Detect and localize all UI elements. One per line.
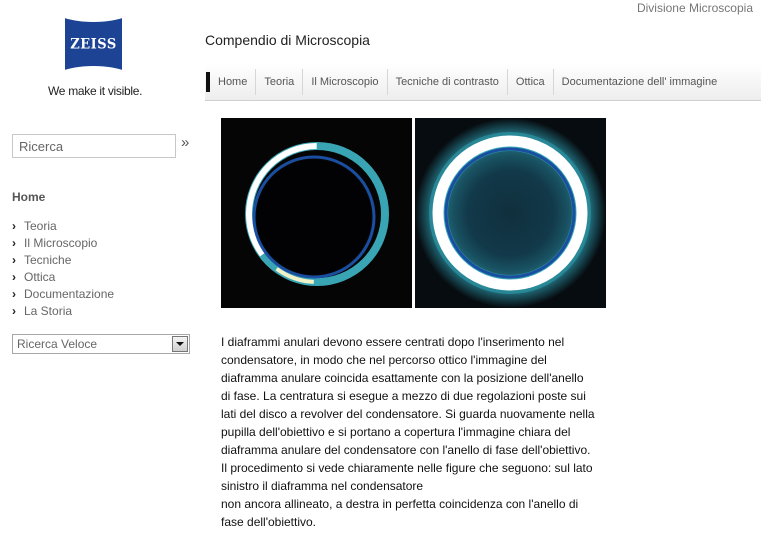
sidebar-item-label: Tecniche [24,253,72,267]
caption-line: pupilla dell'obiettivo e si portano a copertura l'immagine chiara del [221,425,571,439]
caption-line: fase dell'obiettivo. [221,515,317,529]
quick-search-select[interactable] [12,334,190,354]
zeiss-logo[interactable] [48,16,148,98]
chevron-right-icon: › [12,219,16,233]
caption-line: sinistro il diaframma nel condensatore [221,479,424,493]
logo-wordmark: ZEISS [70,35,117,53]
chevron-right-icon: › [12,287,16,301]
dropdown-arrow-icon[interactable] [172,336,188,352]
search-input[interactable] [12,134,176,158]
nav-item-home[interactable]: Home [210,69,256,95]
chevron-right-icon: › [12,253,16,267]
chevron-right-icon: › [12,304,16,318]
nav-item-tecniche[interactable]: Tecniche di contrasto [388,69,508,95]
chevron-right-icon: › [12,236,16,250]
nav-item-documentazione[interactable]: Documentazione dell' immagine [561,76,718,88]
sidebar-home-link[interactable]: Home [12,190,46,204]
sidebar-item-label: Ottica [24,270,56,284]
phase-ring-figures [221,118,606,308]
phase-ring-misaligned-image [221,118,412,308]
sidebar-item-label: La Storia [24,304,73,318]
caption-line: di fase. La centratura si esegue a mezzo di due regolazioni poste sui [221,389,586,403]
caption-line: condensatore, in modo che nel percorso ottico l'immagine del [221,353,547,367]
top-nav [205,64,761,101]
phase-ring-aligned-image [415,118,606,308]
sidebar-item-teoria[interactable] [12,218,114,235]
sidebar-item-label: Teoria [24,219,57,233]
sidebar-item-label: Il Microscopio [24,236,98,250]
caption-line: I diaframmi anulari devono essere centrati dopo l'inserimento nel [221,335,565,349]
zeiss-logo-mark [65,16,122,72]
chevron-right-icon: › [12,270,16,284]
sidebar-item-microscopio[interactable] [12,235,114,252]
tagline: We make it visible. [48,84,143,98]
search-box [12,134,190,158]
caption-text [221,333,616,531]
caption-line: Il procedimento si vede chiaramente nelle figure che seguono: sul lato [221,461,593,475]
division-label[interactable]: Divisione Microscopia [636,1,753,15]
phase-ring-images [221,118,606,308]
caption-line: diaframma anulare del condensatore con l'anello di fase dell'obiettivo. [221,443,591,457]
caption-line: lati del disco a revolver del condensatore. Si guarda nuovamente nella [221,407,595,421]
sidebar-item-ottica[interactable] [12,269,114,286]
sidebar-menu [12,218,114,320]
search-go-button[interactable]: » [181,134,190,151]
sidebar-item-storia[interactable] [12,303,114,320]
nav-item-ottica[interactable]: Ottica [508,69,554,95]
quick-search-value: Ricerca Veloce [17,337,98,351]
caption-line: diaframma anulare coincida esattamente con la posizione dell'anello [221,371,584,385]
sidebar-item-label: Documentazione [24,287,115,301]
sidebar-item-documentazione[interactable] [12,286,114,303]
nav-item-teoria[interactable]: Teoria [256,69,303,95]
nav-item-microscopio[interactable]: Il Microscopio [303,69,387,95]
site-title: Compendio di Microscopia [205,32,370,48]
caption-line: non ancora allineato, a destra in perfetta coincidenza con l'anello di [221,497,579,511]
sidebar-item-tecniche[interactable] [12,252,114,269]
